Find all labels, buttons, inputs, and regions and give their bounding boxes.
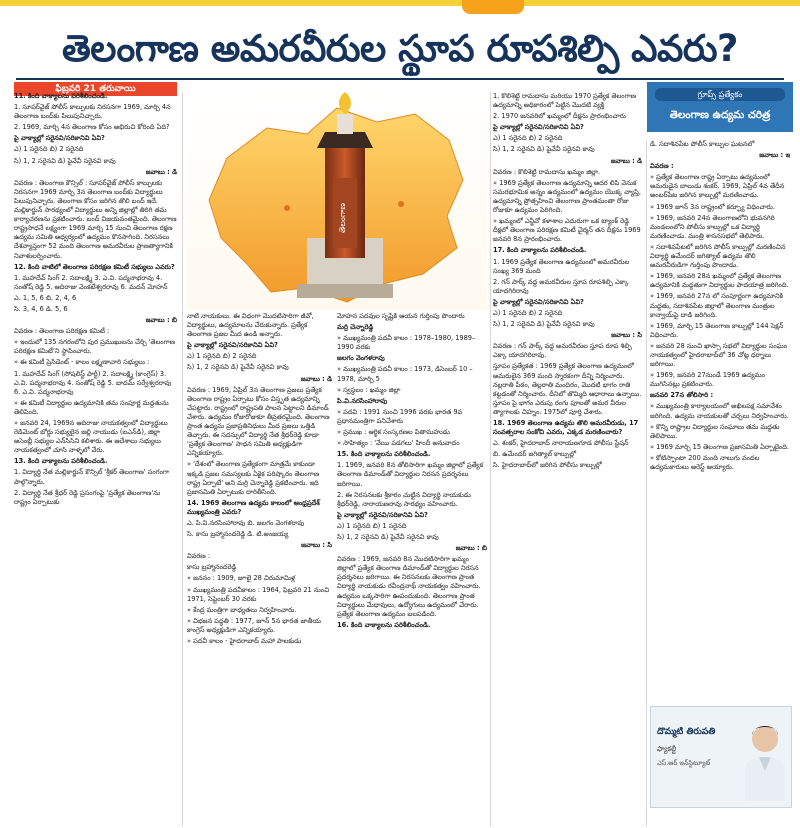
col1-paragraph: 1. మహదేవ్ సింగ్ 2. సదాలక్ష్మి 3. ఎ.వి. పద్మనాభరావు 4. సంతోష్ రెడ్డి 5. ఆదిరాజు వెంకటేశ్వరరావు 6. మదన్ మోహన్ bbox=[14, 273, 168, 291]
col2-paragraph: జవాబు : సి bbox=[301, 541, 332, 550]
col5-paragraph: » 1969, జనవరి 27న లో సంపూర్ణంగా ఉద్యమానికి మద్దతు, సదాశివపేట జిల్లాలో తెలంగాణ మంత్రుల కాన్వాయ్‌పై దాడి జరిగింది. bbox=[650, 292, 784, 319]
column-divider bbox=[490, 92, 491, 826]
col3-paragraph: » స్వస్థలం : ఖమ్మం జిల్లా bbox=[337, 385, 401, 394]
col3-paragraph: 16. కింది వాక్యాలను పరిశీలించండి. bbox=[337, 620, 431, 629]
col3-paragraph: పై వాక్యాల్లో సరైనవి/సరికానివి ఏవి? bbox=[337, 510, 428, 519]
col4-paragraph: ఎ) 1 సరైనది బి) 2 సరైనది bbox=[493, 308, 563, 317]
col1-paragraph: 13. కింది వాక్యాలను పరిశీలించండి. bbox=[14, 457, 108, 466]
col1-paragraph: 1. సూపర్‌వైజ్ పోలీస్ కాల్పులకు నిరసనగా 1969, మార్చి 4న తెలంగాణ బంద్‌కు పిలుపునిచ్చారు. bbox=[14, 103, 171, 121]
col5-paragraph: » 1969 జూన్ 3న రాష్ట్రంలో కర్ఫ్యూ విధించారు. bbox=[650, 202, 775, 211]
col3-paragraph: మర్రి చెన్నారెడ్డి bbox=[337, 323, 374, 332]
col1-paragraph: 1. విద్యార్థి నేత మల్లికార్జున్ కౌన్సిల్ 'శ్రీకర్ తెలంగాణ' సంగంగా పాల్గొన్నారు. bbox=[14, 468, 169, 486]
col1-paragraph: ఎ) 1 సరైనది బి) 2 సరైనది bbox=[14, 145, 84, 154]
headline: తెలంగాణ అమరవీరుల స్థూప రూపశిల్పి ఎవరు? bbox=[61, 27, 739, 70]
col1-paragraph: » ఈ కమిటీ ప్రెసిడెంట్ - కాలం లక్ష్మణాచారి సభ్యులు : bbox=[14, 358, 150, 367]
article-column-1 bbox=[14, 92, 177, 826]
author-card bbox=[650, 706, 792, 808]
col4-paragraph: వివరణ : గన్ పార్క్ వద్ద అమరవీరుల స్తూప రూప శిల్పి ఎక్కా యాదగిరిరావు. bbox=[493, 342, 632, 360]
col4-paragraph: జవాబు : సి bbox=[611, 331, 642, 340]
col2-paragraph: » విభజన పద్ధతి : 1977, జూన్ 5న భారత జాతీయ కాంగ్రెస్ అధ్యక్షుడిగా ఎన్నికయ్యారు. bbox=[187, 616, 322, 634]
top-badge bbox=[462, 0, 524, 14]
col3-paragraph: జవాబు : బి bbox=[455, 544, 487, 553]
author-avatar bbox=[743, 717, 787, 801]
col3-paragraph: జలగం వెంగళరావు bbox=[337, 354, 385, 363]
article-column-3 bbox=[337, 312, 487, 826]
col4-paragraph: » 1969 ప్రత్యేక తెలంగాణ ఉద్యమాన్ని ఆదర లిపి వెనుక సమరభూమిక అన్నం ఉద్యమంలో ఉద్యమం యొక్క వ్యాప్తి, ఉద్యమాన్ని ప్రోత్సహించి తెలంగాణ ప్రాంతమంతా రోజు రోజుకూ ఉద్యమం పెరిగింది. bbox=[493, 178, 641, 215]
col2-paragraph: కాసు బ్రహ్మానందరెడ్డి bbox=[187, 563, 237, 572]
author-institute: ఎస్.ఆర్ ఇన్‌స్టిట్యూట్ bbox=[657, 759, 711, 767]
col2-paragraph: 14. 1969 తెలంగాణ ఉద్యమ కాలంలో ఆంధ్రప్రదేశ్ ముఖ్యమంత్రి ఎవరు? bbox=[187, 498, 320, 516]
col3-paragraph: వివరణ : 1969, జనవరి 8న మొదటిసారిగా ఖమ్మం జిల్లాలో ప్రత్యేక తెలంగాణ డిమాండ్‌తో విద్యార్థుల నిరసన ప్రదర్శనలు జరిగాయి. ఈ నిరసనలకు తెలంగాణ ప్రాంత విద్యార్థి నాయకుడు రవీంద్రనాథ్ నాయకత్వం వహించారు. ఉద్యమం ఒక్కసారిగా ఊపందుకుంది. తెలంగాణ ప్రాంత విద్యార్థులు మేధావులు, ఉద్యోగులు ఉద్యమంలో చేరారు. ప్రత్యేక తెలంగాణ ఉద్యమం బలపడింది. bbox=[337, 555, 481, 618]
col1-paragraph: 2. 1969, మార్చి 4న తెలంగాణ కోసం అభిరుచి కోరింది ఏది? bbox=[14, 123, 170, 132]
series-box bbox=[647, 82, 793, 132]
col3-paragraph: » ముఖ్యమంత్రి పదవీ కాలం : 1978–1980, 1989–1990 వరకు bbox=[337, 334, 476, 352]
col5-paragraph: వివరణ : bbox=[650, 162, 674, 171]
col4-paragraph: ఎ. శంకర్, హైదరాబాద్ నారాయణగూడ పోలీసు స్టేషన్ bbox=[493, 439, 629, 448]
col2-paragraph: వివరణ : 1969, ఏప్రిల్ 3న తెలంగాణ ప్రజలు ప్రత్యేక తెలంగాణ రాష్ట్రం ఏర్పాటు కోసం విస్తృత ఉద్యమాన్ని చేపట్టారు. రాష్ట్రంలో రాష్ట్రపతి పాలన పెట్టాలని డిమాండ్ చేశారు. ఉద్యమం రోజురోజుకూ తీవ్రతరమైంది. తెలంగాణ ప్రాంత ఉద్యమ ప్రజాప్రతినిధులు మీద ప్రజలు ఒత్తిడి తెచ్చారు. ఈ సదస్సులో విద్యార్థి నేత శ్రీధర్‌రెడ్డి కూడా 'ప్రత్యేక తెలంగాణ' సాధన సమితి అధ్యక్షుడిగా ఎన్నికయ్యారు. bbox=[187, 385, 330, 458]
col2-paragraph: ఎ. పి.వి.నరసింహారావు బి. జలగం వెంగళరావు bbox=[187, 518, 305, 527]
article-column-2 bbox=[187, 312, 332, 826]
col3-paragraph: » ప్రముఖ : ఆర్థిక సంస్కరణల పితామహుడు bbox=[337, 428, 450, 437]
col4-paragraph: పై వాక్యాల్లో సరైనవి/సరికానివి ఏవి? bbox=[493, 123, 584, 132]
col5-paragraph: » సదాశివపేటలో జరిగిన పోలీస్ కాల్పుల్లో మరణించిన విద్యార్థి ఉమేందర్ జగిత్యాల్ ఉద్యమ తొలి అమరవీరుడిగా గుర్తింపు పొందాడు. bbox=[650, 242, 786, 270]
col2-paragraph: » జననం : 1909, జూలై 28 చిరుమామిళ్ల bbox=[187, 574, 296, 583]
col1-paragraph: 1. మహదేవ్ సింగ్ (సోషలిస్ట్ పార్టీ) 2. సదాలక్ష్మి (కాంగ్రెస్) 3. ఎ.వి. పద్మనాభరావు 4. సంతోష్ రెడ్డి 5. బాదమ్ సర్వేశ్వరరావు 6. ఎ.వి. పద్మనాభరావు bbox=[14, 369, 172, 396]
col3-paragraph: » సాహిత్యం : 'వేయి పడగలు' హిందీ అనువాదం bbox=[337, 439, 460, 448]
col4-paragraph: 17. కింది వాక్యాలను పరిశీలించండి. bbox=[493, 246, 587, 255]
col1-paragraph: ఎ. 1, 5, 6 బి. 2, 4, 6 bbox=[14, 293, 77, 302]
col4-paragraph: సి. హైదరాబాద్‌లో జరిగిన పోలీసు కాల్పుల్లో bbox=[493, 461, 602, 470]
col4-paragraph: జవాబు : డి bbox=[610, 156, 642, 165]
col3-paragraph: మోహన పదవుల సృష్టికి ఆయన గుర్తింపు పొందారు bbox=[337, 312, 465, 320]
col1-paragraph: సి) 1, 2 సరైనవి డి) పైవేవీ సరైనవి కావు bbox=[14, 156, 116, 165]
col2-paragraph: సి) 1, 2 సరైనవి డి) పైవేవీ సరైనవి కావు bbox=[187, 363, 289, 372]
article-column-5 bbox=[650, 140, 790, 698]
col5-paragraph: జవాబు : ఇ bbox=[759, 151, 790, 160]
col2-paragraph: » 'దేశంలో తెలంగాణ ప్రత్యేకంగా మాత్రమే కాకుండా ఇక్కడి ప్రజల సమస్యలకు ఏకైక పరిష్కారం తెలంగాణ రాష్ట్ర ఏర్పాటే' అని మర్రి చెన్నారెడ్డి ప్రకటించారు. ఇది ప్రజాసమితి ఏర్పాటుకు దారితీసింది. bbox=[187, 460, 320, 496]
col4-paragraph: వివరణ : కొలిశెట్టి రామదాసు ఖమ్మం జిల్లా. bbox=[493, 167, 601, 176]
col5-paragraph: » 1969, జనవరి 28న ఖమ్మంలో ప్రత్యేక తెలంగాణ ఉద్యమానికి మద్దతుగా విద్యార్థుల పాదయాత్ర జరిగింది. bbox=[650, 272, 789, 290]
col3-paragraph: ఎ) 1 సరైనది బి) 1 సరైనది bbox=[337, 521, 407, 530]
col3-paragraph: » పదవి : 1991 నుంచి 1996 వరకు భారత 9వ ప్రధానమంత్రిగా పనిచేశారు bbox=[337, 407, 463, 425]
headline-rule bbox=[16, 78, 784, 80]
author-name: దొమ్మటి తిరుపతి bbox=[657, 727, 716, 737]
col1-paragraph: 11. కింది వాక్యాలను పరిశీలించండి. bbox=[14, 92, 108, 100]
col2-paragraph: పై వాక్యాల్లో సరైనవి/సరికానివి ఏవి? bbox=[187, 341, 278, 350]
series-label: గ్రూప్స్ ప్రత్యేకం bbox=[655, 88, 785, 101]
col5-paragraph: డి. సదాశివపేట పోలీస్ కాల్పుల ఘటనలో bbox=[650, 140, 755, 148]
stupa-photo bbox=[187, 88, 487, 310]
col5-paragraph: జనవరి 27న తోలిసారి : bbox=[650, 391, 714, 400]
col4-paragraph: బి. ఉమేందర్ జగిత్యాల్ కాల్పుల్లో bbox=[493, 450, 577, 459]
col2-paragraph: ఎ) 1 సరైనది బి) 2 సరైనది bbox=[187, 352, 257, 361]
col2-paragraph: నాటి నాయకులు. ఈ విధంగా మొదటిసారిగా జీవో, విద్యార్థులు, ఉద్యమాలను చేరుకున్నారు. ప్రత్యేక తెలంగాణ ప్రజల మీద ఉండి అన్నారు. bbox=[187, 312, 314, 339]
col3-paragraph: పి.వి.నరసింహారావు bbox=[337, 396, 388, 405]
column-divider bbox=[182, 92, 183, 826]
col5-paragraph: » కొన్ని రాష్ట్రాల విద్యార్థుల సంఘాలు తమ మద్దతు తెలిపాయి. bbox=[650, 422, 780, 440]
col5-paragraph: » 1969, జనవరి 27నుండే 1969 ఉద్యమం ముగిసినట్లు ప్రకటించారు. bbox=[650, 371, 765, 389]
col1-paragraph: » ఈ కమిటీ విద్యార్థుల ఉద్యమానికి తమ సంపూర్ణ మద్దతును తెలిపింది. bbox=[14, 398, 169, 416]
col5-paragraph: » కోటిస్పాంటా 200 మంది నాలుగు వందల ఉద్యమకారులు అరెస్ట్ అయ్యారు. bbox=[650, 453, 760, 471]
col3-paragraph: 1. 1969, జనవరి 8న తోలిసారిగా ఖమ్మం జిల్లాలో ప్రత్యేక తెలంగాణ డిమాండ్‌తో విద్యార్థుల నిరసన ప్రదర్శనలు జరిగాయి. bbox=[337, 461, 484, 488]
col2-paragraph: జవాబు : డి bbox=[300, 374, 332, 383]
col1-paragraph: జవాబు : డి bbox=[145, 167, 177, 176]
col5-paragraph: » 1969 మార్చి 15 తెలంగాణ ప్రజాసమితి ఏర్పాటైంది. bbox=[650, 442, 789, 451]
col1-paragraph: 2. విద్యార్థి నేత శ్రీధర్ రెడ్డి ప్రసంగంపై 'ప్రత్యేక తెలంగాణ'ను రాష్ట్రం ఏర్పాటుకు bbox=[14, 488, 161, 506]
col4-paragraph: 2. 1970 జనవరిలో ఖమ్మంలో దీక్షను ప్రారంభించారు bbox=[493, 112, 626, 121]
col3-paragraph: 15. కింది వాక్యాలను పరిశీలించండి. bbox=[337, 450, 431, 459]
col3-paragraph: » ముఖ్యమంత్రి పదవీ కాలం : 1973, డిసెంబర్ 10 – 1978, మార్చి 5 bbox=[337, 365, 473, 383]
col4-paragraph: పై వాక్యాల్లో సరైనవి/సరికానివి ఏవి? bbox=[493, 297, 584, 306]
col5-paragraph: » ప్రత్యేక తెలంగాణ రాష్ట్ర ఏర్పాటు ఉద్యమంలో అమరుడైన బాలుడు శంకర్. 1969, ఏప్రిల్ 4వ తేదీన అంబర్‌పేట జరిగిన కాల్పుల్లో మరణించాడు. bbox=[650, 173, 785, 200]
col4-paragraph: 2. గన్ పార్క్ వద్ద అమరవీరుల స్తూప రూపశిల్పి ఎక్కా యాదగిరిరావు bbox=[493, 277, 629, 295]
col5-paragraph: » జనవరి 28 నుంచి ఖాస్సా సభలో విద్యార్థుల సంఘం నాయకత్వంలో హైదరాబాద్‌లో 36 చోట్ల ధర్నాలు జరిగాయి. bbox=[650, 341, 788, 369]
col1-paragraph: వివరణ : తెలంగాణ పరిరక్షణ కమిటీ : bbox=[14, 327, 110, 336]
stupa-inscription: తెలంగాణ bbox=[338, 203, 347, 233]
col4-paragraph: 1. 1969 ప్రత్యేక తెలంగాణ ఉద్యమంలో అమరవీరుల సంఖ్య 369 మంది bbox=[493, 257, 630, 275]
col4-paragraph: సి) 1, 2 సరైనవి డి) పైవేవీ సరైనవి కావు bbox=[493, 145, 595, 154]
col2-paragraph: వివరణ : bbox=[187, 552, 211, 561]
col5-paragraph: » 1969, జనవరి 24న తెలంగాణలోని భువనగిరి మండలంలోని పోలీసు కాల్పుల్లో ఒక విద్యార్థి మరణించాడు. మంత్రి శాసనసభలో తెలిపారు. bbox=[650, 213, 775, 240]
author-role: ఫ్యాకల్టీ bbox=[657, 745, 677, 753]
col2-paragraph: » పదవీ కాలం - హైదరాబాద్ మహా పాలకుడు bbox=[187, 637, 302, 645]
col1-paragraph: » జనవరి 24, 1969న ఆదిరాజు నాయకత్వంలో విద్యార్థులు రెడిమెంట్ బోర్డు సభ్యులైన జల్లి నాయుడు (ఐఎన్‌డి), జిల్లా అసెంబ్లీ సభ్యుల ఎన్‌సిసిని కలిశారు. ఈ ఆదేశాలు సభ్యులు నాయకత్వంలో చూసి నాళ్ళలో వేరు. bbox=[14, 419, 168, 455]
article-column-4 bbox=[493, 92, 642, 828]
top-color-strip bbox=[0, 0, 800, 6]
col4-paragraph: స్తూపం ప్రత్యేకత : 1969 ప్రత్యేక తెలంగాణ ఉద్యమంలో అమరులైన 369 మంది స్మారకంగా దీన్ని నిర్మించారు. నల్లరాతి పీఠం, తెల్లరాతి మందిరం, మొదటి భాగం రాతి కట్టడంతో నిర్మించారు. దీనిలో తొమ్మిది ఆధారాలు ఉన్నాయి. స్తూపం పై భాగం ఎరుపు రంగు పూలతో అమర వీరుల త్యాగాలకు చిహ్నం. 1975లో పూర్తి చేశారు. bbox=[493, 362, 642, 416]
column-divider bbox=[646, 140, 647, 826]
col4-paragraph: సి) 1, 2 సరైనవి డి) పైవేవీ సరైనవి కావు bbox=[493, 320, 595, 329]
stupa-illustration bbox=[187, 88, 487, 310]
col5-paragraph: » 1969, మార్చి 15 తెలంగాణ కాల్పుల్లో 144 సెక్షన్ విధించారు. bbox=[650, 321, 784, 339]
section-tab: ఫిబ్రవరి 21 తరువాయి bbox=[14, 82, 177, 96]
col1-paragraph: » ఇందులో 135 నగరంలోని పుర ప్రముఖులను చేర్చి 'తెలంగాణ పరిరక్షణ కమిటీ'ని స్థాపించారు. bbox=[14, 338, 176, 356]
col1-paragraph: వివరణ : తెలంగాణ కౌన్సిల్ : సూపర్‌వైజ్ పోలీస్ కాల్పులకు నిరసనగా 1969 మార్చి 3న తెలంగాణ బంద్‌కు విద్యార్థులు పిలుపునిచ్చారు. తెలంగాణ కోసం జరిగిన తొలి బంద్ ఇదే. మల్లికార్జున్ సారథ్యంలో విద్యార్థులు అన్ని జిల్లాల్లో తిరిగి తమ కార్యాచరణను ప్రకటించారు. బంద్ విజయవంతమైంది. తెలంగాణ రాష్ట్రసాధనే లక్ష్యంగా 1969 మార్చి 15 నుంచి తెలంగాణ రక్షణ ఉద్యమ సమితి ఆధ్వర్యంలో ఉద్యమం కొనసాగింది. నిరసనలు దేశవ్యాప్తంగా 52 మంది తెలంగాణ అమరవీరుల ప్రాణత్యాగానికి నివాళులర్పించారు. bbox=[14, 178, 177, 260]
col4-paragraph: » ఖమ్మంలో ఎన్జీవో కళాశాల ఎదురుగా ఒక ట్యాంక్ రెడ్డి దీక్షలో తెలంగాణ పరిరక్షణ కమిటీ చైర్మన్ తన దీక్షను 1969 జనవరి 8న ప్రారంభించారు. bbox=[493, 217, 641, 244]
col1-paragraph: పై వాక్యాల్లో సరైనవి/సరికానివి ఏవి? bbox=[14, 134, 105, 143]
col1-paragraph: సి. 3, 4, 6 డి. 5, 6 bbox=[14, 304, 68, 313]
col2-paragraph: » ముఖ్యమంత్రి పదవీకాలం : 1964, ఫిబ్రవరి 21 నుంచి 1971, సెప్టెంబర్ 30 వరకు bbox=[187, 585, 330, 603]
series-title: తెలంగాణ ఉద్యమ చరిత్ర bbox=[669, 109, 771, 121]
col4-paragraph: ఎ) 1 సరైనది బి) 2 సరైనది bbox=[493, 134, 563, 143]
col3-paragraph: సి) 1, 2 సరైనవి డి) పైవేవీ సరైనవి కావు bbox=[337, 532, 439, 541]
col2-paragraph: సి. కాసు బ్రహ్మానందరెడ్డి డి. టి.అంజయ్య bbox=[187, 530, 289, 539]
col3-paragraph: 2. ఈ నిరసనలకు శ్రీకారం చుట్టిన విద్యార్థి నాయకుడు శ్రీధర్‌రెడ్డి, నారాయణరావు సారథ్యం వహించారు. bbox=[337, 490, 471, 508]
col5-paragraph: » ముఖ్యమంత్రి కార్యాలయంలో అఖిలపక్ష సమావేశం జరిగింది. ఉద్యమ నాయకులతో చర్చలు నిర్వహించారు. bbox=[650, 402, 789, 420]
col1-paragraph: 12. కింది వాటిలో తెలంగాణ పరిరక్షణ కమిటీ సభ్యులు ఎవరు? bbox=[14, 262, 175, 271]
col4-paragraph: 18. 1969 తెలంగాణ ఉద్యమ తొలి అమరవీరుడు, 17 సంవత్సరాల సంకోచి ఎవరు, ఎక్కడ మరణించారు? bbox=[493, 419, 639, 437]
col1-paragraph: జవాబు : బి bbox=[145, 316, 177, 325]
col4-paragraph: 1. కొలిశెట్టి రామదాసు మరియు 1970 ప్రత్యేక తెలంగాణ ఉద్యమాన్ని అధికారంలో పెట్టిన మొదటి వ్యక్తి bbox=[493, 92, 637, 110]
col2-paragraph: » కేంద్ర మంత్రిగా బాధ్యతలు నిర్వహించారు. bbox=[187, 605, 297, 614]
